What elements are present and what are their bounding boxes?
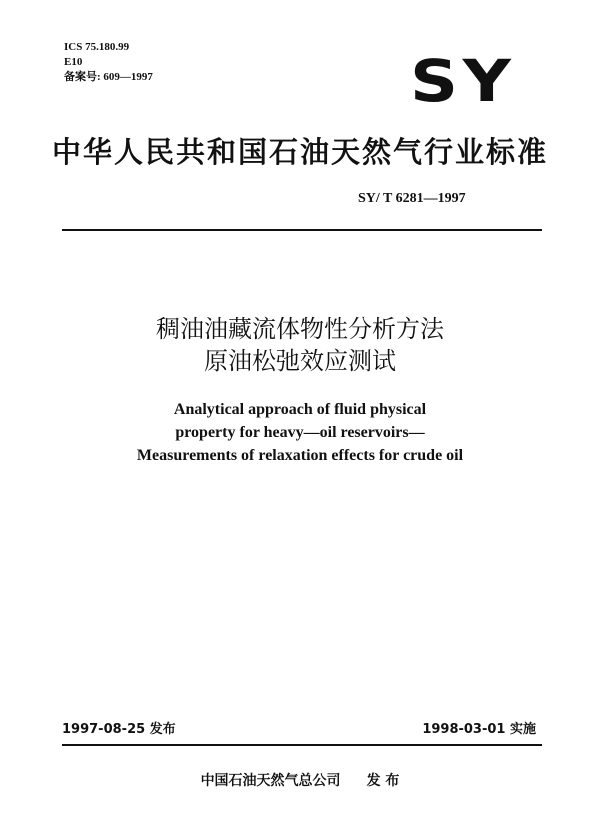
agency-title: 中华人民共和国石油天然气行业标准 xyxy=(51,135,548,169)
publisher-line xyxy=(0,770,600,790)
effective-date: 1998-03-01 实施 xyxy=(422,722,536,737)
record-number: 备案号: 609—1997 xyxy=(64,71,153,83)
ics-code: ICS 75.180.99 xyxy=(64,41,130,53)
publisher-org: 中国石油天然气总公司 xyxy=(200,773,341,789)
chinese-title-line-2: 原油松弛效应测试 xyxy=(204,347,396,375)
english-title xyxy=(0,398,600,467)
top-divider xyxy=(62,229,542,231)
sy-logo: SY xyxy=(410,47,516,115)
english-title-line-3: Measurements of relaxation effects for crude oil xyxy=(136,447,464,464)
english-title-line-2: property for heavy—oil reservoirs— xyxy=(175,424,425,441)
bottom-divider xyxy=(62,744,542,746)
chinese-title-line-1: 稠油油藏流体物性分析方法 xyxy=(156,315,444,343)
classification-block xyxy=(64,40,153,85)
class-code: E10 xyxy=(64,56,83,68)
issue-date: 1997-08-25 发布 xyxy=(62,722,176,737)
english-title-line-1: Analytical approach of fluid physical xyxy=(173,401,427,418)
standard-number: SY/ T 6281—1997 xyxy=(358,191,466,206)
publisher-action: 发 布 xyxy=(366,773,400,789)
chinese-title xyxy=(0,313,600,377)
